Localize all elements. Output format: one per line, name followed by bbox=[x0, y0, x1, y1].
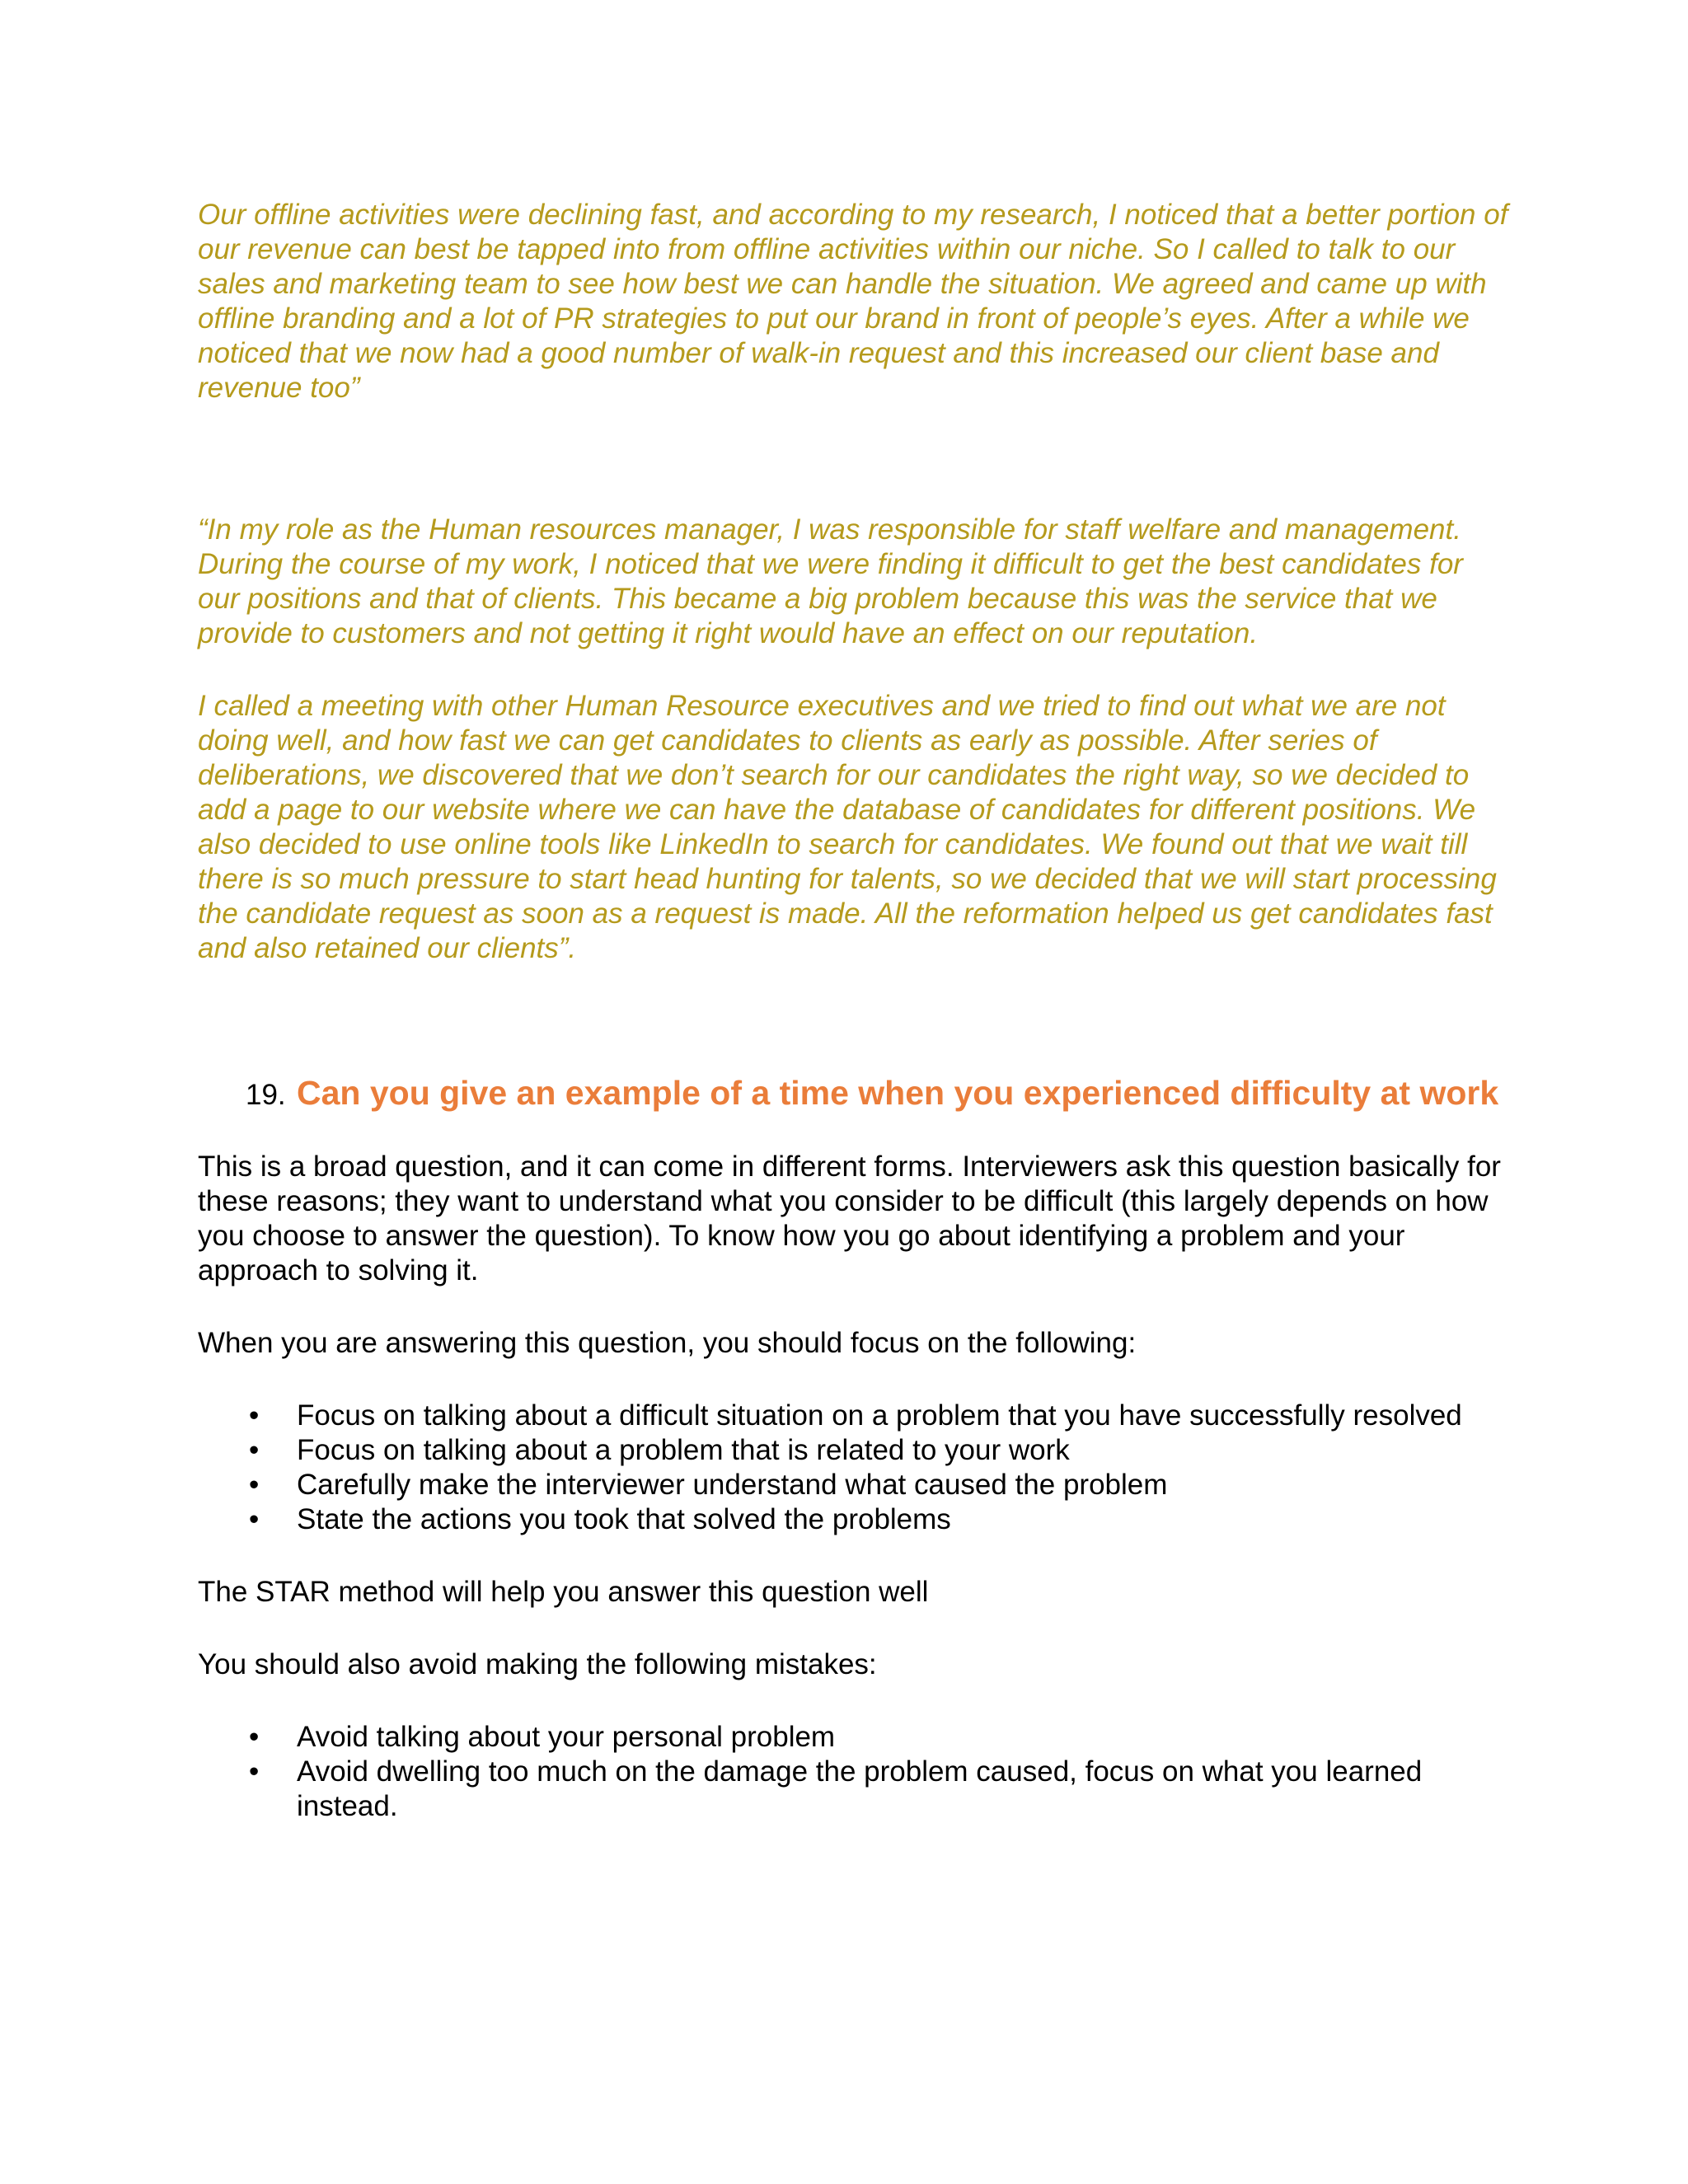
body-paragraph: You should also avoid making the following mistakes: bbox=[198, 1648, 877, 1680]
list-item bbox=[198, 1755, 1508, 1824]
bullet-icon: • bbox=[249, 1469, 260, 1501]
quote-paragraph: “In my role as the Human resources manager, I was responsible for staff welfare and management. During the course of my work, I noticed that we were finding it difficult to get the best candidates for our positions and that of clients. This became a big problem because this was the service that we provide to customers and not getting it right would have an effect on our reputation. bbox=[198, 513, 1463, 649]
quote-paragraph: Our offline activities were declining fast, and according to my research, I noticed that a better portion of our revenue can best be tapped into from offline activities within our niche. So I called to talk to our sales and marketing team to see how best we can handle the situation. We agreed and came up with offline branding and a lot of PR strategies to put our brand in front of people’s eyes. After a while we noticed that we now had a good number of walk-in request and this increased our client base and revenue too” bbox=[198, 199, 1508, 404]
bullet-icon: • bbox=[249, 1721, 260, 1753]
list-item-text: State the actions you took that solved the problems bbox=[297, 1503, 951, 1535]
body-paragraph: When you are answering this question, you should focus on the following: bbox=[198, 1327, 1137, 1359]
quote-paragraph: I called a meeting with other Human Resource executives and we tried to find out what we are not doing well, and how fast we can get candidates to clients as early as possible. After series of deliberations, we discovered that we don’t search for our candidates the right way, so we decided to add a page to our website where we can have the database of candidates for different positions. We also decided to use online tools like LinkedIn to search for candidates. We found out that we wait till there is so much pressure to start head hunting for talents, so we decided that we will start processing the candidate request as soon as a request is made. All the reformation helped us get candidates fast and also retained our clients”. bbox=[198, 690, 1497, 964]
list-item-text: Focus on talking about a problem that is related to your work bbox=[297, 1434, 1070, 1466]
list-item-text: Carefully make the interviewer understand what caused the problem bbox=[297, 1469, 1168, 1501]
list-item-text: Avoid dwelling too much on the damage the problem caused, focus on what you learned instead. bbox=[297, 1755, 1423, 1822]
body-paragraph: The STAR method will help you answer this question well bbox=[198, 1576, 929, 1608]
list-item bbox=[198, 1720, 1508, 1755]
avoid-bullet-list bbox=[198, 1720, 1508, 1824]
list-item bbox=[198, 1399, 1508, 1433]
list-item-text: Avoid talking about your personal problem bbox=[297, 1721, 836, 1753]
section-title: Can you give an example of a time when you experienced difficulty at work bbox=[297, 1074, 1499, 1112]
bullet-icon: • bbox=[249, 1399, 260, 1432]
bullet-icon: • bbox=[249, 1755, 260, 1788]
body-paragraph: This is a broad question, and it can come in different forms. Interviewers ask this question basically for these reasons; they want to understand what you consider to be difficult (this largely depends on how you choose to answer the question). To know how you go about identifying a problem and your approach to solving it. bbox=[198, 1151, 1501, 1286]
list-item bbox=[198, 1502, 1508, 1537]
focus-bullet-list bbox=[198, 1399, 1508, 1537]
list-item-text: Focus on talking about a difficult situation on a problem that you have successfully resolved bbox=[297, 1399, 1462, 1432]
list-item bbox=[198, 1433, 1508, 1468]
bullet-icon: • bbox=[249, 1503, 260, 1535]
list-item bbox=[198, 1468, 1508, 1502]
document-page bbox=[198, 198, 1508, 1824]
bullet-icon: • bbox=[249, 1434, 260, 1466]
section-number: 19. bbox=[246, 1079, 286, 1111]
section-heading bbox=[246, 1073, 1508, 1113]
